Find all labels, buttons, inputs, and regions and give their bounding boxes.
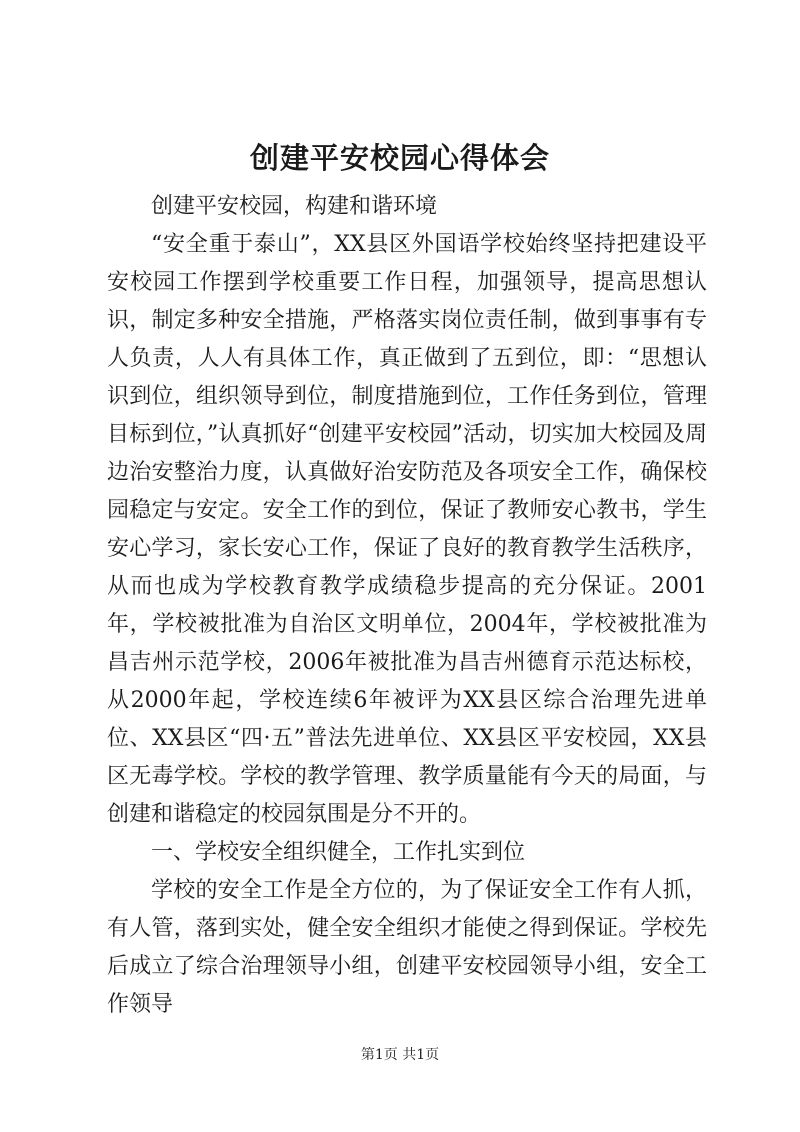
paragraph-subtitle: 创建平安校园，构建和谐环境 (151, 194, 438, 219)
document-body (107, 188, 707, 1024)
paragraph-intro: “安全重于泰山”，XX县区外国语学校始终坚持把建设平安校园工作摆到学校重要工作日程，加强领导，提高思想认识，制定多种安全措施，严格落实岗位责任制，做到事事有专人负责，人人有具体工作，真正做到了五到位，即：“思想认识到位，组织领导到位，制度措施到位，工作任务到位，管理目标到位，”认真抓好“创建平安校园”活动，切实加大校园及周边治安整治力度，认真做好治安防范及各项安全工作，确保校园稳定与安定。安全工作的到位，保证了教师安心教书，学生安心学习，家长安心工作，保证了良好的教育教学生活秩序，从而也成为学校教育教学成绩稳步提高的充分保证。2001年，学校被批准为自治区文明单位，2004年，学校被批准为昌吉州示范学校，2006年被批准为昌吉州德育示范达标校，从2000年起，学校连续6年被评为XX县区综合治理先进单位、XX县区“四·五”普法先进单位、XX县区平安校园，XX县区无毒学校。学校的教学管理、教学质量能有今天的局面，与创建和谐稳定的校园氛围是分不开的。 (107, 232, 707, 827)
document-title: 创建平安校园心得体会 (249, 141, 550, 175)
paragraph-section-1: 学校的安全工作是全方位的，为了保证安全工作有人抓，有人管，落到实处，健全安全组织才能使之得到保证。学校先后成立了综合治理领导小组，创建平安校园领导小组，安全工作领导 (107, 878, 707, 1017)
page-footer: 第1页 共1页 (360, 1047, 440, 1063)
section-heading-1: 一、学校安全组织健全，工作扎实到位 (151, 840, 526, 865)
